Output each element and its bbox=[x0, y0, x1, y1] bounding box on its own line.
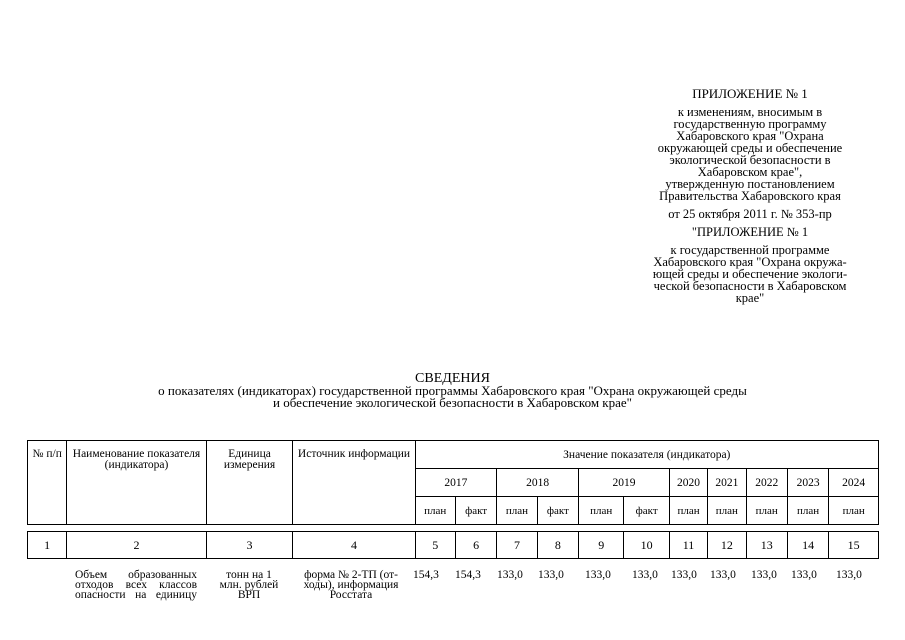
row-unit bbox=[210, 570, 288, 600]
row-unit-line: тонн на 1 bbox=[226, 569, 272, 581]
column-number: 3 bbox=[206, 532, 293, 559]
row-value: 133,0 bbox=[751, 569, 777, 581]
year-header: 2021 bbox=[708, 469, 746, 497]
column-number: 6 bbox=[455, 532, 496, 559]
appendix-line: экологической безопасности в bbox=[669, 153, 831, 167]
appendix-line: окружающей среды и обеспечение bbox=[657, 141, 843, 155]
col-header-value: Значение показателя (индикатора) bbox=[415, 441, 878, 469]
plan-header: план bbox=[746, 497, 787, 525]
appendix-heading-2: "ПРИЛОЖЕНИЕ № 1 bbox=[691, 225, 809, 239]
appendix-heading: ПРИЛОЖЕНИЕ № 1 bbox=[692, 86, 808, 101]
row-source bbox=[298, 570, 404, 600]
row-value: 133,0 bbox=[671, 569, 697, 581]
row-unit-line: ВРП bbox=[237, 589, 261, 601]
fact-header: факт bbox=[537, 497, 578, 525]
year-header: 2024 bbox=[829, 469, 879, 497]
row-value: 133,0 bbox=[710, 569, 736, 581]
appendix-line: ческой безопасности в Хабаровском bbox=[653, 279, 847, 293]
row-value: 133,0 bbox=[836, 569, 862, 581]
row-name-line: отходов всех классов bbox=[75, 579, 197, 591]
column-number: 9 bbox=[579, 532, 624, 559]
column-number: 13 bbox=[746, 532, 787, 559]
row-name-line: Объем образованных bbox=[75, 569, 197, 581]
row-value: 133,0 bbox=[585, 569, 611, 581]
year-header: 2017 bbox=[415, 469, 497, 497]
col-header-no: № п/п bbox=[28, 441, 67, 525]
column-number: 15 bbox=[829, 532, 879, 559]
title-line-2: и обеспечение экологической безопасности в Хабаровском крае" bbox=[273, 395, 632, 410]
column-number: 2 bbox=[67, 532, 206, 559]
row-source-line: ходы), информация bbox=[303, 579, 399, 591]
col-header-name: Наименование показателя (индикатора) bbox=[67, 441, 206, 525]
row-value: 133,0 bbox=[497, 569, 523, 581]
column-number: 14 bbox=[787, 532, 828, 559]
year-header: 2019 bbox=[579, 469, 670, 497]
year-header: 2023 bbox=[787, 469, 828, 497]
document-title bbox=[60, 373, 845, 409]
fact-header: факт bbox=[455, 497, 496, 525]
title-main: СВЕДЕНИЯ bbox=[415, 371, 490, 386]
column-number: 8 bbox=[537, 532, 578, 559]
appendix-line: к государственной программе bbox=[670, 243, 830, 257]
appendix-line: крае" bbox=[735, 291, 765, 305]
title-line-1: о показателях (индикаторах) государственной программы Хабаровского края "Охрана окружающей среды bbox=[158, 383, 747, 398]
row-indicator-name bbox=[75, 570, 197, 600]
column-number: 5 bbox=[415, 532, 455, 559]
appendix-header bbox=[625, 88, 875, 304]
row-name-line: опасности на единицу bbox=[75, 589, 197, 601]
fact-header: факт bbox=[624, 497, 669, 525]
row-unit-line: млн. рублей bbox=[219, 579, 279, 591]
plan-header: план bbox=[787, 497, 828, 525]
column-number: 4 bbox=[293, 532, 415, 559]
plan-header: план bbox=[829, 497, 879, 525]
year-header: 2020 bbox=[669, 469, 707, 497]
year-header: 2022 bbox=[746, 469, 787, 497]
appendix-line: к изменениям, вносимым в bbox=[677, 105, 823, 119]
indicators-table bbox=[27, 440, 879, 559]
appendix-line: Хабаровского края "Охрана окружа- bbox=[653, 255, 847, 269]
column-number: 1 bbox=[28, 532, 67, 559]
year-header: 2018 bbox=[497, 469, 579, 497]
col-header-source: Источник информации bbox=[293, 441, 415, 525]
appendix-line: ющей среды и обеспечение экологи- bbox=[652, 267, 848, 281]
row-source-line: форма № 2-ТП (от- bbox=[304, 569, 398, 581]
appendix-line: Хабаровском крае", bbox=[697, 165, 803, 179]
column-number: 10 bbox=[624, 532, 669, 559]
appendix-line: Правительства Хабаровского края bbox=[659, 189, 841, 203]
row-value: 133,0 bbox=[632, 569, 658, 581]
plan-header: план bbox=[579, 497, 624, 525]
appendix-line: государственную программу bbox=[673, 117, 827, 131]
row-value: 154,3 bbox=[455, 569, 481, 581]
column-number: 7 bbox=[497, 532, 537, 559]
column-number: 12 bbox=[708, 532, 746, 559]
appendix-date: от 25 октября 2011 г. № 353-пр bbox=[668, 207, 832, 221]
row-source-line: Росстата bbox=[329, 589, 373, 601]
row-value: 133,0 bbox=[538, 569, 564, 581]
plan-header: план bbox=[708, 497, 746, 525]
row-value: 133,0 bbox=[791, 569, 817, 581]
plan-header: план bbox=[669, 497, 707, 525]
column-number: 11 bbox=[669, 532, 707, 559]
appendix-line: утвержденную постановлением bbox=[665, 177, 835, 191]
plan-header: план bbox=[415, 497, 455, 525]
row-value: 154,3 bbox=[413, 569, 439, 581]
appendix-line: Хабаровского края "Охрана bbox=[676, 129, 824, 143]
col-header-unit: Единица измерения bbox=[206, 441, 293, 525]
plan-header: план bbox=[497, 497, 537, 525]
